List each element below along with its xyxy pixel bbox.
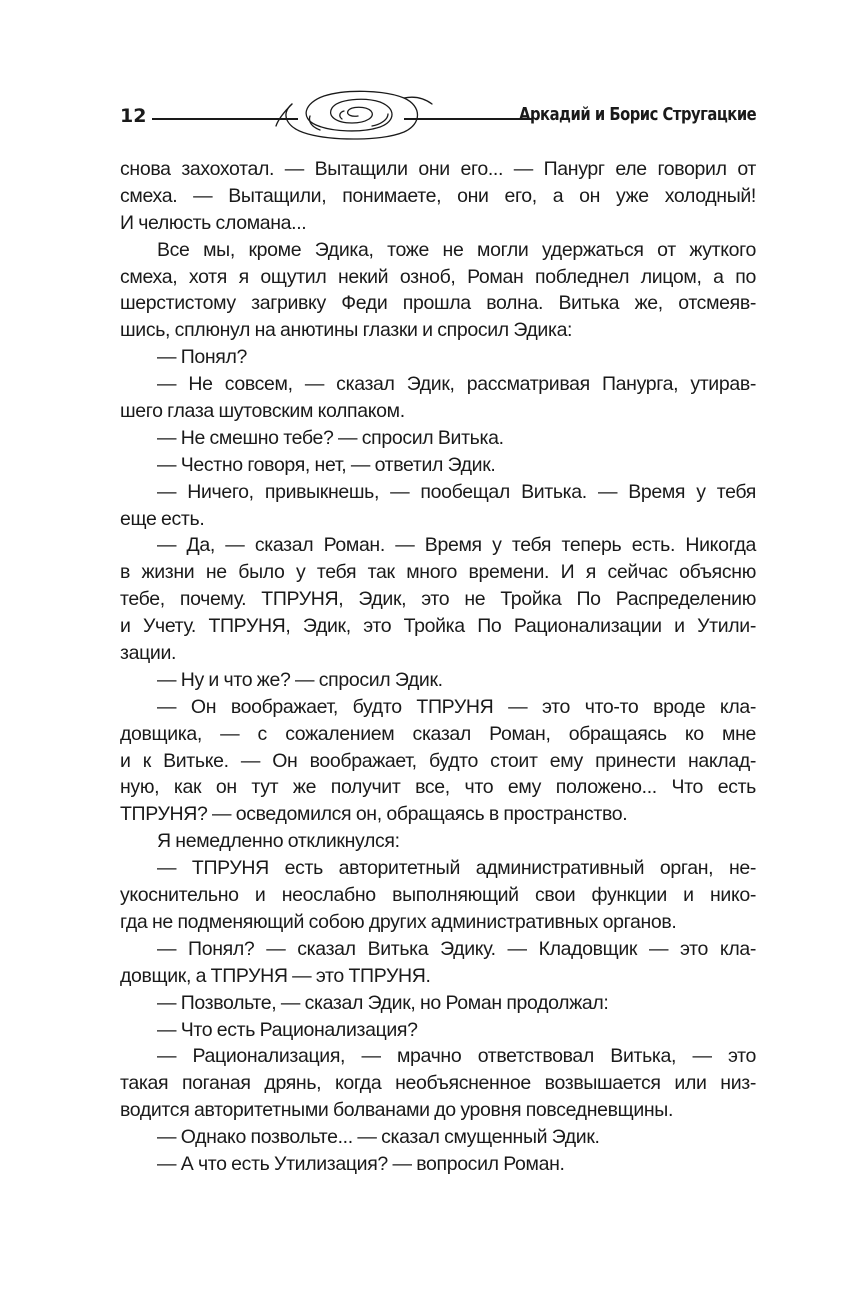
text-line: ТПРУНЯ? — осведомился он, обращаясь в пространство.: [120, 803, 628, 826]
text-line: — Честно говоря, нет, — ответил Эдик.: [157, 453, 496, 476]
text-line: — Ничего, привыкнешь, — пообещал Витька. — Время у тебя: [157, 480, 756, 503]
text-line: смеха, хотя я ощутил некий озноб, Роман побледнел лицом, а по: [120, 265, 756, 288]
text-line: — Ну и что же? — спросил Эдик.: [157, 668, 443, 691]
text-line: Я немедленно откликнулся:: [157, 830, 400, 853]
text-line: И челюсть сломана...: [120, 211, 307, 234]
text-line: укоснительно и неослабно выполняющий свои функции и нико-: [120, 884, 756, 907]
text-line: гда не подменяющий собою других административных органов.: [120, 910, 677, 933]
header-rule-right: [404, 118, 532, 120]
text-line: в жизни не было у тебя так много времени. И я сейчас объясню: [120, 561, 756, 584]
text-line: — Что есть Рационализация?: [157, 1018, 418, 1041]
running-head-author: Аркадий и Борис Стругацкие: [518, 104, 756, 125]
text-line: — А что есть Утилизация? — вопросил Роман.: [157, 1152, 565, 1175]
text-line: — Не смешно тебе? — спросил Витька.: [157, 426, 504, 449]
text-line: шись, сплюнул на анютины глазки и спросил Эдика:: [120, 319, 573, 342]
text-line: — Понял? — сказал Витька Эдику. — Кладовщик — это кла-: [157, 937, 756, 960]
text-line: и к Витьке. — Он воображает, будто стоит ему принести наклад-: [120, 749, 756, 772]
text-line: довщика, — с сожалением сказал Роман, обращаясь ко мне: [120, 722, 756, 745]
text-line: довщик, а ТПРУНЯ — это ТПРУНЯ.: [120, 964, 431, 987]
page-number: 12: [120, 105, 147, 127]
spiral-ornament-icon: [272, 86, 436, 144]
text-line: и Учету. ТПРУНЯ, Эдик, это Тройка По Рационализации и Утили-: [120, 615, 756, 638]
text-line: смеха. — Вытащили, понимаете, они его, а он уже холодный!: [120, 184, 756, 207]
text-line: еще есть.: [120, 507, 205, 530]
text-line: водится авторитетными болванами до уровня повседневщины.: [120, 1099, 674, 1122]
text-line: — Не совсем, — сказал Эдик, рассматривая Панурга, утирав-: [157, 373, 756, 396]
text-line: — Позвольте, — сказал Эдик, но Роман продолжал:: [157, 991, 609, 1014]
text-line: — ТПРУНЯ есть авторитетный административный орган, не-: [157, 857, 756, 880]
text-line: — Да, — сказал Роман. — Время у тебя теперь есть. Никогда: [157, 534, 756, 557]
text-line: снова захохотал. — Вытащили они его... — Панург еле говорил от: [120, 158, 756, 180]
text-line: — Однако позвольте... — сказал смущенный Эдик.: [157, 1126, 600, 1149]
body-text: [120, 156, 756, 1178]
text-line: такая поганая дрянь, когда необъясненное возвышается или низ-: [120, 1072, 756, 1095]
text-line: шерстистому загривку Феди прошла волна. Витька же, отсмеяв-: [120, 292, 756, 315]
text-line: ную, как он тут же получит все, что ему положено... Что есть: [120, 776, 756, 799]
page-header: [120, 86, 756, 146]
text-line: шего глаза шутовским колпаком.: [120, 400, 405, 423]
text-line: — Он воображает, будто ТПРУНЯ — это что-то вроде кла-: [157, 695, 756, 718]
text-line: зации.: [120, 642, 177, 665]
text-line: тебе, почему. ТПРУНЯ, Эдик, это не Тройка По Распределению: [120, 588, 756, 611]
text-line: — Понял?: [157, 346, 248, 369]
text-line: Все мы, кроме Эдика, тоже не могли удержаться от жуткого: [157, 238, 756, 261]
text-line: — Рационализация, — мрачно ответствовал Витька, — это: [157, 1045, 756, 1068]
